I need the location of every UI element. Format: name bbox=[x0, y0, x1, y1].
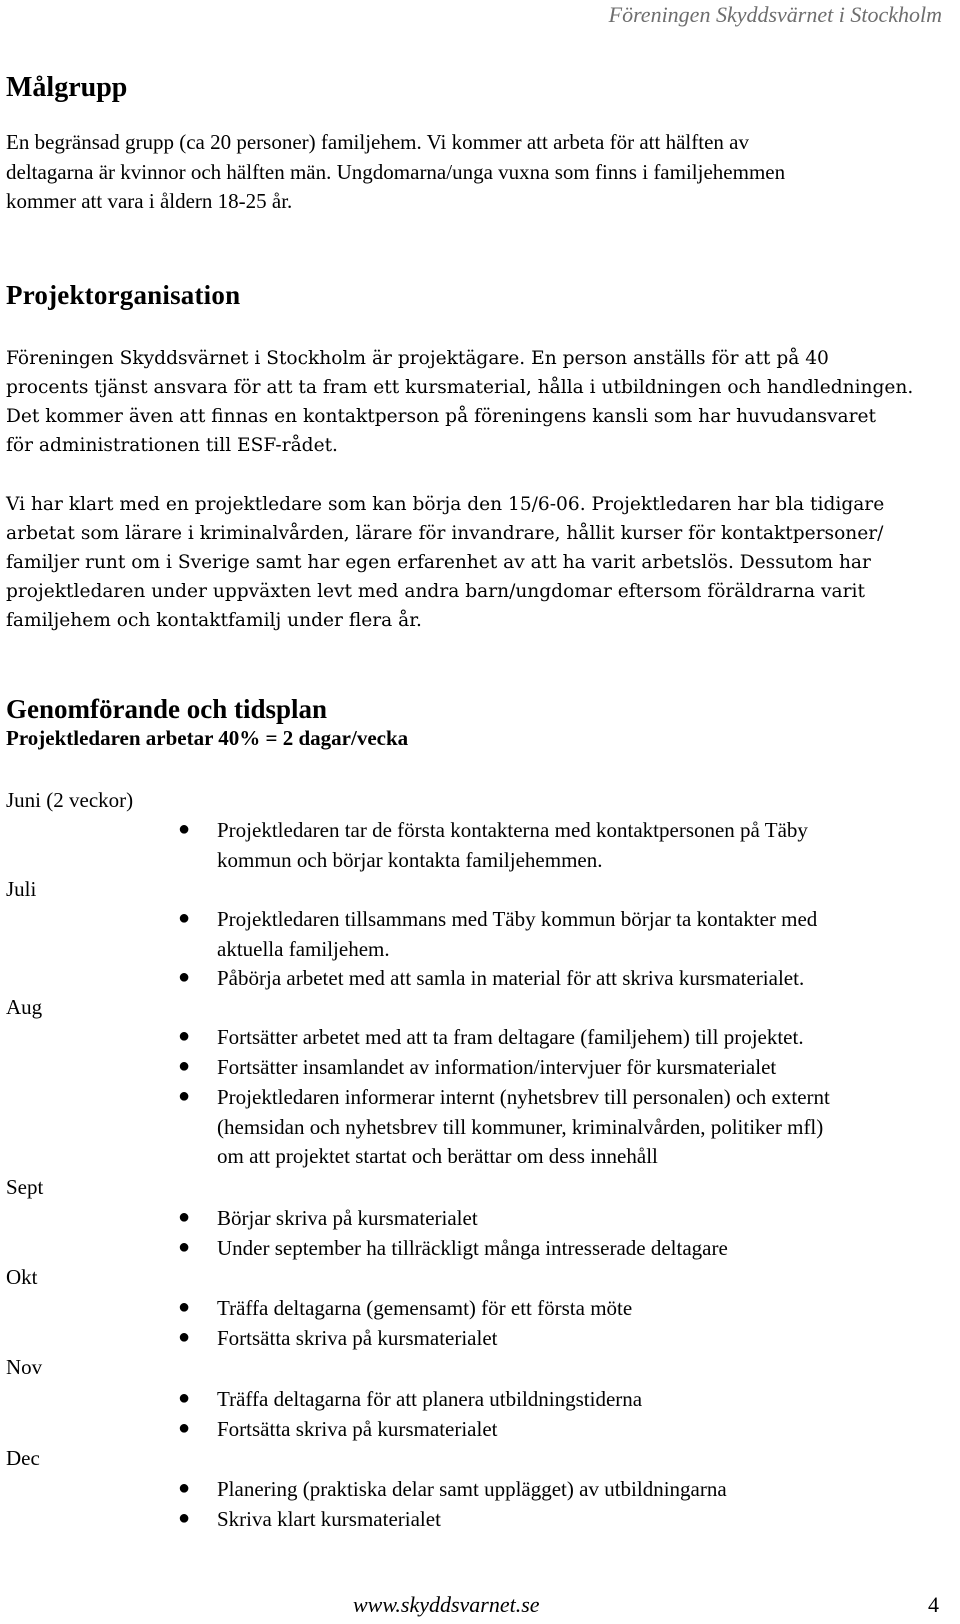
bullet-icon: ● bbox=[178, 1387, 191, 1409]
text-line: Det kommer även att finnas en kontaktperson på föreningens kansli som har huvudansvaret bbox=[6, 406, 876, 427]
bullet-icon: ● bbox=[178, 907, 191, 929]
text-line: familjer runt om i Sverige samt har egen erfarenhet av att ha varit arbetslös. Dessutom har bbox=[6, 552, 871, 573]
text-line: procents tjänst ansvara för att ta fram ett kursmaterial, hålla i utbildningen och handledningen. bbox=[6, 377, 914, 398]
text-line: för administrationen till ESF-rådet. bbox=[6, 435, 338, 456]
month-label: Nov bbox=[6, 1355, 43, 1379]
item-line: Skriva klart kursmaterialet bbox=[217, 1507, 441, 1531]
bullet-icon: ● bbox=[178, 1085, 191, 1107]
item-line: om att projektet startat och berättar om dess innehåll bbox=[217, 1144, 658, 1168]
text-line: familjehem och kontaktfamilj under flera år. bbox=[6, 610, 422, 631]
list-item bbox=[217, 905, 952, 964]
bullet-icon: ● bbox=[178, 1417, 191, 1439]
heading-genomforande: Genomförande och tidsplan bbox=[6, 694, 328, 724]
item-line: kommun och börjar kontakta familjehemmen. bbox=[217, 847, 603, 872]
month-label: Dec bbox=[6, 1446, 40, 1470]
list-item bbox=[217, 964, 952, 994]
month-label: Juli bbox=[6, 877, 37, 901]
bullet-icon: ● bbox=[178, 818, 191, 840]
list-item bbox=[217, 1294, 952, 1324]
subheading-arbetstid: Projektledaren arbetar 40% = 2 dagar/vecka bbox=[6, 726, 409, 750]
bullet-icon: ● bbox=[178, 1025, 191, 1047]
month-label: Okt bbox=[6, 1265, 38, 1289]
bullet-icon: ● bbox=[178, 1477, 191, 1499]
text-line: Vi har klart med en projektledare som kan börja den 15/6-06. Projektledaren har bla tidigare bbox=[6, 494, 885, 515]
list-item bbox=[217, 1475, 952, 1505]
item-line: Fortsätter arbetet med att ta fram deltagare (familjehem) till projektet. bbox=[217, 1025, 804, 1049]
text-line: deltagarna är kvinnor och hälften män. Ungdomarna/unga vuxna som finns i familjehemmen bbox=[6, 159, 786, 184]
item-line: Under september ha tillräckligt många intresserade deltagare bbox=[217, 1236, 728, 1260]
list-item bbox=[217, 1204, 952, 1234]
item-line: Börjar skriva på kursmaterialet bbox=[217, 1206, 478, 1230]
month-label: Juni (2 veckor) bbox=[6, 788, 134, 812]
item-line: Projektledaren tar de första kontakterna med kontaktpersonen på Täby bbox=[217, 818, 808, 842]
item-line: Projektledaren tillsammans med Täby kommun börjar ta kontakter med bbox=[217, 907, 818, 931]
bullet-icon: ● bbox=[178, 1507, 191, 1529]
item-line: Fortsätta skriva på kursmaterialet bbox=[217, 1326, 498, 1350]
text-line: arbetat som lärare i kriminalvården, lärare för invandrare, hållit kurser för kontaktpersoner/ bbox=[6, 523, 884, 544]
footer-website-link[interactable]: www.skyddsvarnet.se bbox=[353, 1592, 540, 1617]
bullet-icon: ● bbox=[178, 966, 191, 988]
item-line: aktuella familjehem. bbox=[217, 936, 390, 961]
list-item bbox=[217, 1415, 952, 1445]
month-label: Sept bbox=[6, 1175, 44, 1199]
bullet-icon: ● bbox=[178, 1326, 191, 1348]
item-line: Projektledaren informerar internt (nyhetsbrev till personalen) och externt bbox=[217, 1085, 830, 1109]
text-line: Föreningen Skyddsvärnet i Stockholm är projektägare. En person anställs för att på 40 bbox=[6, 348, 829, 369]
text-line: projektledaren under uppväxten levt med andra barn/ungdomar eftersom föräldrarna varit bbox=[6, 581, 865, 602]
projektorganisation-paragraph-1 bbox=[6, 344, 946, 460]
item-line: Påbörja arbetet med att samla in material för att skriva kursmaterialet. bbox=[217, 966, 805, 990]
malgrupp-paragraph bbox=[6, 128, 946, 217]
list-item bbox=[217, 1505, 952, 1535]
item-line: Träffa deltagarna för att planera utbildningstiderna bbox=[217, 1387, 643, 1411]
month-label: Aug bbox=[6, 995, 43, 1019]
list-item bbox=[217, 1324, 952, 1354]
list-item bbox=[217, 1023, 952, 1053]
page-header: Föreningen Skyddsvärnet i Stockholm bbox=[608, 2, 942, 27]
list-item bbox=[217, 1234, 952, 1264]
page-number: 4 bbox=[928, 1592, 939, 1617]
bullet-icon: ● bbox=[178, 1206, 191, 1228]
text-line: En begränsad grupp (ca 20 personer) familjehem. Vi kommer att arbeta för att hälften av bbox=[6, 130, 749, 154]
list-item bbox=[217, 1083, 952, 1172]
bullet-icon: ● bbox=[178, 1296, 191, 1318]
projektorganisation-paragraph-2 bbox=[6, 490, 946, 635]
item-line: Fortsätta skriva på kursmaterialet bbox=[217, 1417, 498, 1441]
item-line: (hemsidan och nyhetsbrev till kommuner, kriminalvården, politiker mfl) bbox=[217, 1114, 824, 1139]
item-line: Fortsätter insamlandet av information/intervjuer för kursmaterialet bbox=[217, 1055, 777, 1079]
list-item bbox=[217, 1053, 952, 1083]
item-line: Träffa deltagarna (gemensamt) för ett första möte bbox=[217, 1296, 633, 1320]
list-item bbox=[217, 816, 952, 875]
bullet-icon: ● bbox=[178, 1236, 191, 1258]
bullet-icon: ● bbox=[178, 1055, 191, 1077]
list-item bbox=[217, 1385, 952, 1415]
heading-malgrupp: Målgrupp bbox=[6, 72, 128, 103]
item-line: Planering (praktiska delar samt upplägget) av utbildningarna bbox=[217, 1477, 727, 1501]
heading-projektorganisation: Projektorganisation bbox=[6, 280, 241, 310]
text-line: kommer att vara i åldern 18-25 år. bbox=[6, 189, 293, 213]
